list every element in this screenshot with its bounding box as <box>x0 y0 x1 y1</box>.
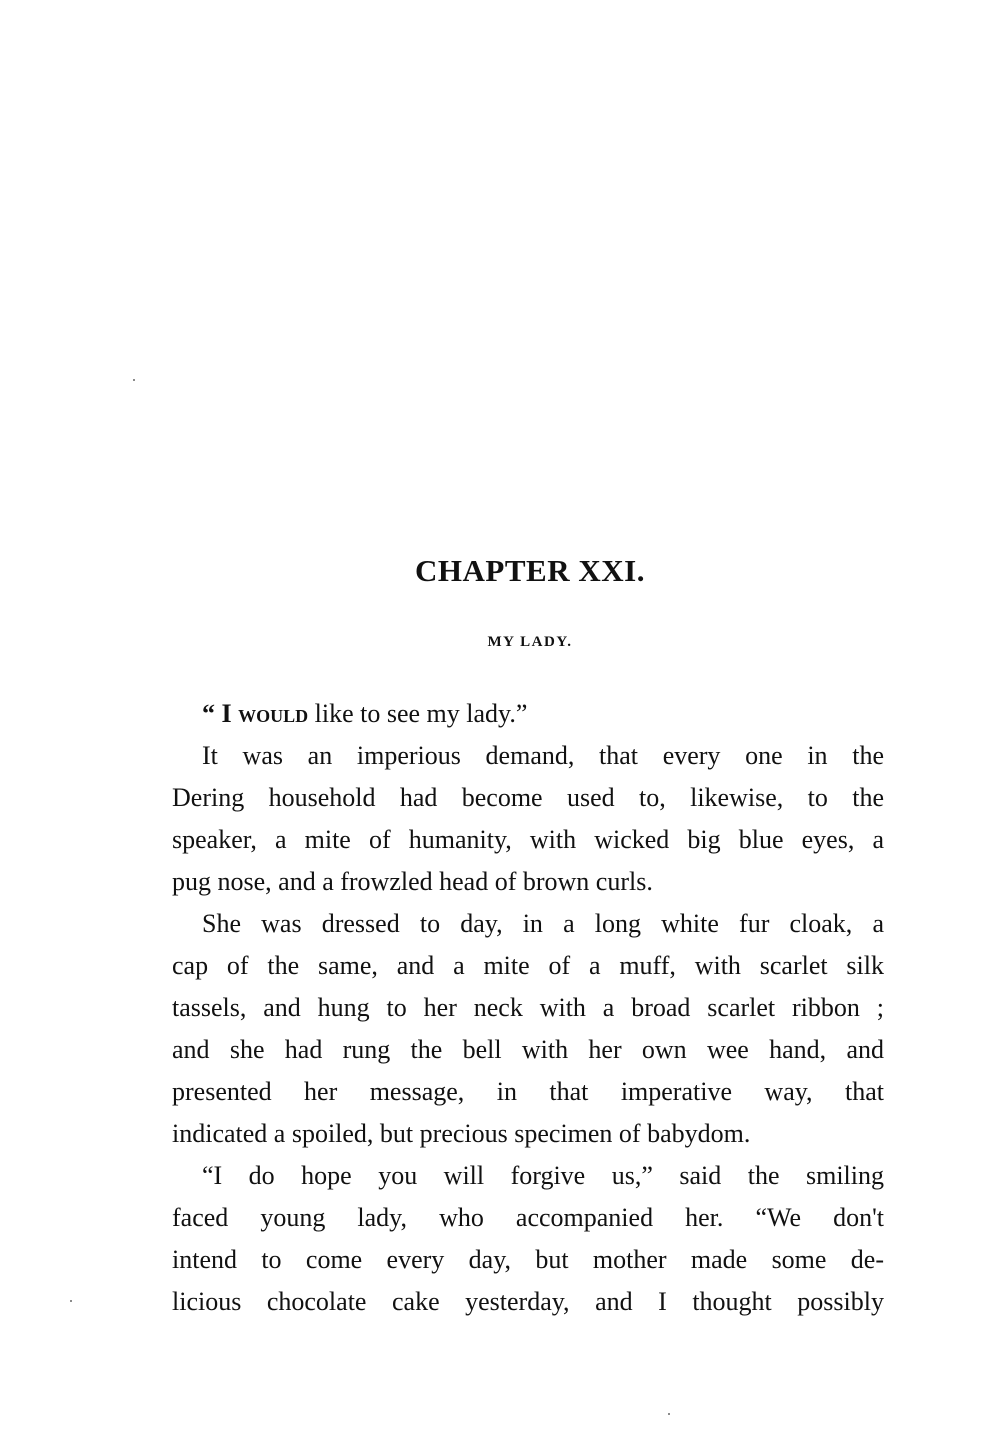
text-line: indicated a spoiled, but precious specimen of babydom. <box>172 1119 751 1148</box>
text-line: It was an imperious demand, that every one in the <box>202 741 884 770</box>
text-line <box>172 693 884 735</box>
paragraph <box>172 735 884 903</box>
text-line: licious chocolate cake yesterday, and I thought possibly <box>172 1287 884 1316</box>
chapter-title: CHAPTER XXI. <box>415 553 645 588</box>
text-line: intend to come every day, but mother made some de- <box>172 1245 884 1274</box>
text-line: and she had rung the bell with her own wee hand, and <box>172 1035 884 1064</box>
line-rest: like to see my lady.” <box>308 699 528 728</box>
scan-speck <box>133 379 135 381</box>
text-line: tassels, and hung to her neck with a broad scarlet ribbon ; <box>172 993 884 1022</box>
text-line: cap of the same, and a mite of a muff, with scarlet silk <box>172 951 884 980</box>
quote-open: “ I <box>202 699 239 728</box>
smallcaps-word: would <box>238 699 309 728</box>
text-line: She was dressed to day, in a long white fur cloak, a <box>202 909 884 938</box>
text-line: pug nose, and a frowzled head of brown curls. <box>172 867 653 896</box>
text-line: presented her message, in that imperative way, that <box>172 1077 884 1106</box>
paragraph <box>172 903 884 1155</box>
text-line: Dering household had become used to, likewise, to the <box>172 783 884 812</box>
text-line: speaker, a mite of humanity, with wicked big blue eyes, a <box>172 825 884 854</box>
body-text <box>172 693 884 1323</box>
text-line: “I do hope you will forgive us,” said the smiling <box>202 1161 884 1190</box>
scan-speck <box>70 1300 72 1302</box>
chapter-subtitle: MY LADY. <box>487 634 573 650</box>
text-line: faced young lady, who accompanied her. “We don't <box>172 1203 884 1232</box>
paragraph <box>172 1155 884 1323</box>
paragraph <box>172 693 884 735</box>
scan-speck <box>668 1413 670 1415</box>
